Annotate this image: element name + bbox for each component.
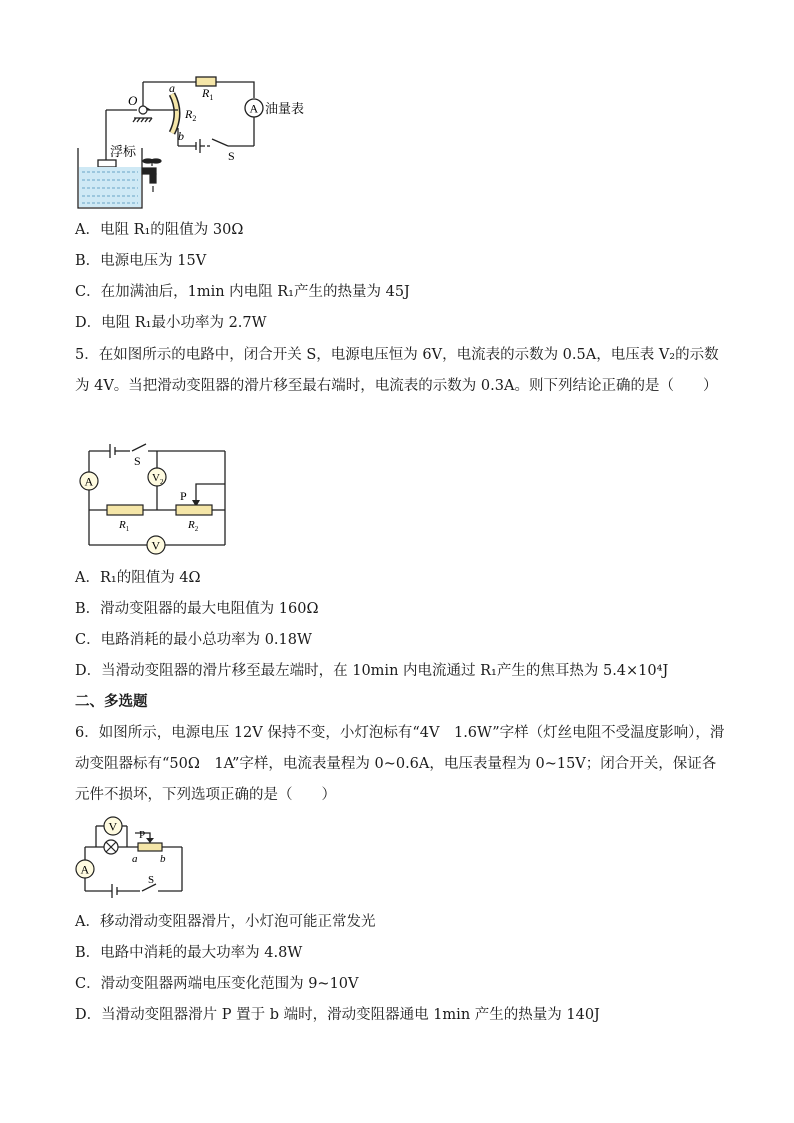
label-r2: $R_2$	[185, 107, 197, 123]
q5-option-b: B．滑动变阻器的最大电阻值为 160Ω	[75, 601, 319, 617]
label-b: b	[178, 129, 184, 143]
ammeter-label: A	[80, 862, 90, 877]
voltmeter-label: V	[151, 538, 161, 553]
q5-option-a: A．R₁的阻值为 4Ω	[75, 570, 201, 586]
ammeter-label: A	[84, 474, 94, 489]
label-float: 浮标	[110, 144, 137, 159]
q6-option-a: A．移动滑动变阻器滑片，小灯泡可能正常发光	[75, 914, 376, 930]
meter-label: 油量表	[265, 101, 305, 116]
label-b: b	[160, 853, 166, 865]
lamp-icon	[104, 840, 118, 854]
q4-option-a: A．电阻 R₁的阻值为 30Ω	[75, 222, 244, 238]
q4-option-d: D．电阻 R₁最小功率为 2.7W	[75, 315, 267, 331]
label-s: S	[134, 454, 141, 468]
label-o: O	[128, 93, 138, 108]
label-p: P	[180, 489, 187, 503]
label-s: S	[148, 874, 155, 886]
label-r2: $R_2$	[188, 519, 199, 533]
q6-option-d: D．当滑动变阻器滑片 P 置于 b 端时，滑动变阻器通电 1min 产生的热量为 140J	[75, 1007, 600, 1023]
label-r1: $R_1$	[119, 519, 130, 533]
label-r1: $R_1$	[202, 86, 214, 102]
q5-option-c: C．电路消耗的最小总功率为 0.18W	[75, 632, 312, 648]
q6-option-c: C．滑动变阻器两端电压变化范围为 9~10V	[75, 976, 359, 992]
v2-label: $V_2$	[152, 472, 164, 486]
voltmeter-label: V	[108, 819, 118, 834]
q4-option-b: B．电源电压为 15V	[75, 253, 207, 269]
ammeter-label: A	[249, 101, 259, 116]
label-a: a	[132, 853, 138, 865]
label-a: a	[169, 81, 175, 95]
q5-stem: 5．在如图所示的电路中，闭合开关 S，电源电压恒为 6V，电流表的示数为 0.5A，电压表 V₂的示数为 4V。当把滑动变阻器的滑片移至最右端时，电流表的示数为 0.3A。则下列结论正确的是（ ）	[75, 347, 719, 394]
q5-option-d: D．当滑动变阻器的滑片移至最左端时，在 10min 内电流通过 R₁产生的焦耳热为 5.4×10⁴J	[75, 663, 669, 679]
section-title: 二、多选题	[75, 693, 148, 710]
q6-option-b: B．电路中消耗的最大功率为 4.8W	[75, 945, 303, 961]
label-p: P	[139, 829, 146, 841]
rheostat	[138, 843, 162, 851]
slider-p-arrow	[146, 838, 154, 843]
q4-option-c: C．在加满油后，1min 内电阻 R₁产生的热量为 45J	[75, 284, 410, 300]
label-s: S	[228, 149, 235, 163]
q6-stem: 6．如图所示，电源电压 12V 保持不变，小灯泡标有“4V 1.6W”字样（灯丝电阻不受温度影响），滑动变阻器标有“50Ω 1A”字样，电流表量程为 0~0.6A，电压表量程为 0~15V；闭合开关，保证各元件不损坏，下列选项正确的是（ ）	[75, 725, 725, 803]
